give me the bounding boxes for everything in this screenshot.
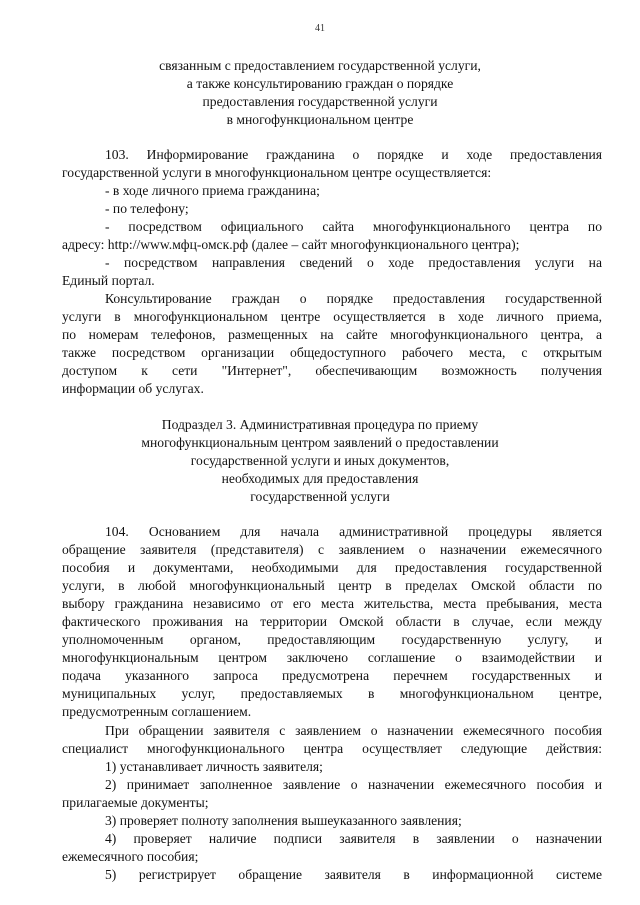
text-line: ежемесячного пособия;: [62, 849, 199, 864]
text-line: выбору гражданина независимо от его места жительства, места пребывания, места: [62, 596, 602, 611]
text-line: 103. Информирование гражданина о порядке и ходе предоставления: [105, 147, 602, 162]
text-line: услуги, в любой многофункциональный центр в пределах Омской области по: [62, 578, 602, 593]
text-line: предусмотренным соглашением.: [62, 704, 252, 719]
text-line: муниципальных услуг, предоставляемых в многофункциональном центре,: [62, 686, 602, 701]
text-line: Единый портал.: [62, 273, 155, 288]
heading-line: многофункциональным центром заявлений о предоставлении: [141, 435, 499, 450]
heading-line: предоставления государственной услуги: [202, 94, 438, 109]
text-line: пособия и документами, необходимыми для предоставления государственной: [62, 560, 602, 575]
text-line: прилагаемые документы;: [62, 795, 209, 810]
list-item: 4) проверяет наличие подписи заявителя в заявлении о назначении: [105, 831, 602, 846]
text-line: услуги в многофункциональном центре осуществляется в ходе личного приема,: [62, 309, 602, 324]
list-item: 5) регистрирует обращение заявителя в информационной системе: [105, 867, 602, 882]
heading-line: а также консультированию граждан о порядке: [186, 76, 454, 91]
heading-line: государственной услуги и иных документов,: [190, 453, 450, 468]
heading-line: государственной услуги: [250, 489, 390, 504]
list-item: - посредством официального сайта многофункционального центра по: [105, 219, 602, 234]
list-item: 2) принимает заполненное заявление о назначении ежемесячного пособия и: [105, 777, 602, 792]
heading-line: в многофункциональном центре: [226, 112, 414, 127]
list-item: 3) проверяет полноту заполнения вышеуказанного заявления;: [105, 813, 462, 828]
text-line: 104. Основанием для начала административной процедуры является: [105, 524, 602, 539]
text-line: многофункциональным центром заключено соглашение о взаимодействии и: [62, 650, 602, 665]
heading-line: необходимых для предоставления: [221, 471, 419, 486]
text-line: подача указанного запроса предусмотрена перечнем государственных и: [62, 668, 602, 683]
list-item: - по телефону;: [105, 201, 189, 216]
text-line: специалист многофункционального центра осуществляет следующие действия:: [62, 741, 602, 756]
text-line: Консультирование граждан о порядке предоставления государственной: [105, 291, 602, 306]
heading-line: Подраздел 3. Административная процедура по приему: [161, 417, 479, 432]
text-line: государственной услуги в многофункциональном центре осуществляется:: [62, 165, 492, 180]
list-item: - посредством направления сведений о ходе предоставления услуги на: [105, 255, 602, 270]
text-line: уполномоченным органом, предоставляющим государственную услугу, и: [62, 632, 602, 647]
text-line: также посредством организации общедоступного рабочего места, с открытым: [62, 345, 602, 360]
heading-line: связанным с предоставлением государственной услуги,: [159, 58, 481, 73]
text-line: При обращении заявителя с заявлением о назначении ежемесячного пособия: [105, 723, 602, 738]
text-line: фактического проживания на территории Омской области в случае, если между: [62, 614, 602, 629]
list-item: 1) устанавливает личность заявителя;: [105, 759, 323, 774]
text-line: по номерам телефонов, размещенных на сайте многофункционального центра, а: [62, 327, 602, 342]
text-line: информации об услугах.: [62, 381, 204, 396]
list-item: - в ходе личного приема гражданина;: [105, 183, 320, 198]
page-number: 41: [315, 23, 325, 34]
text-line: доступом к сети "Интернет", обеспечивающим возможность получения: [62, 363, 602, 378]
text-line: адресу: http://www.мфц-омск.рф (далее – сайт многофункционального центра);: [62, 237, 520, 252]
text-line: обращение заявителя (представителя) с заявлением о назначении ежемесячного: [62, 542, 602, 557]
